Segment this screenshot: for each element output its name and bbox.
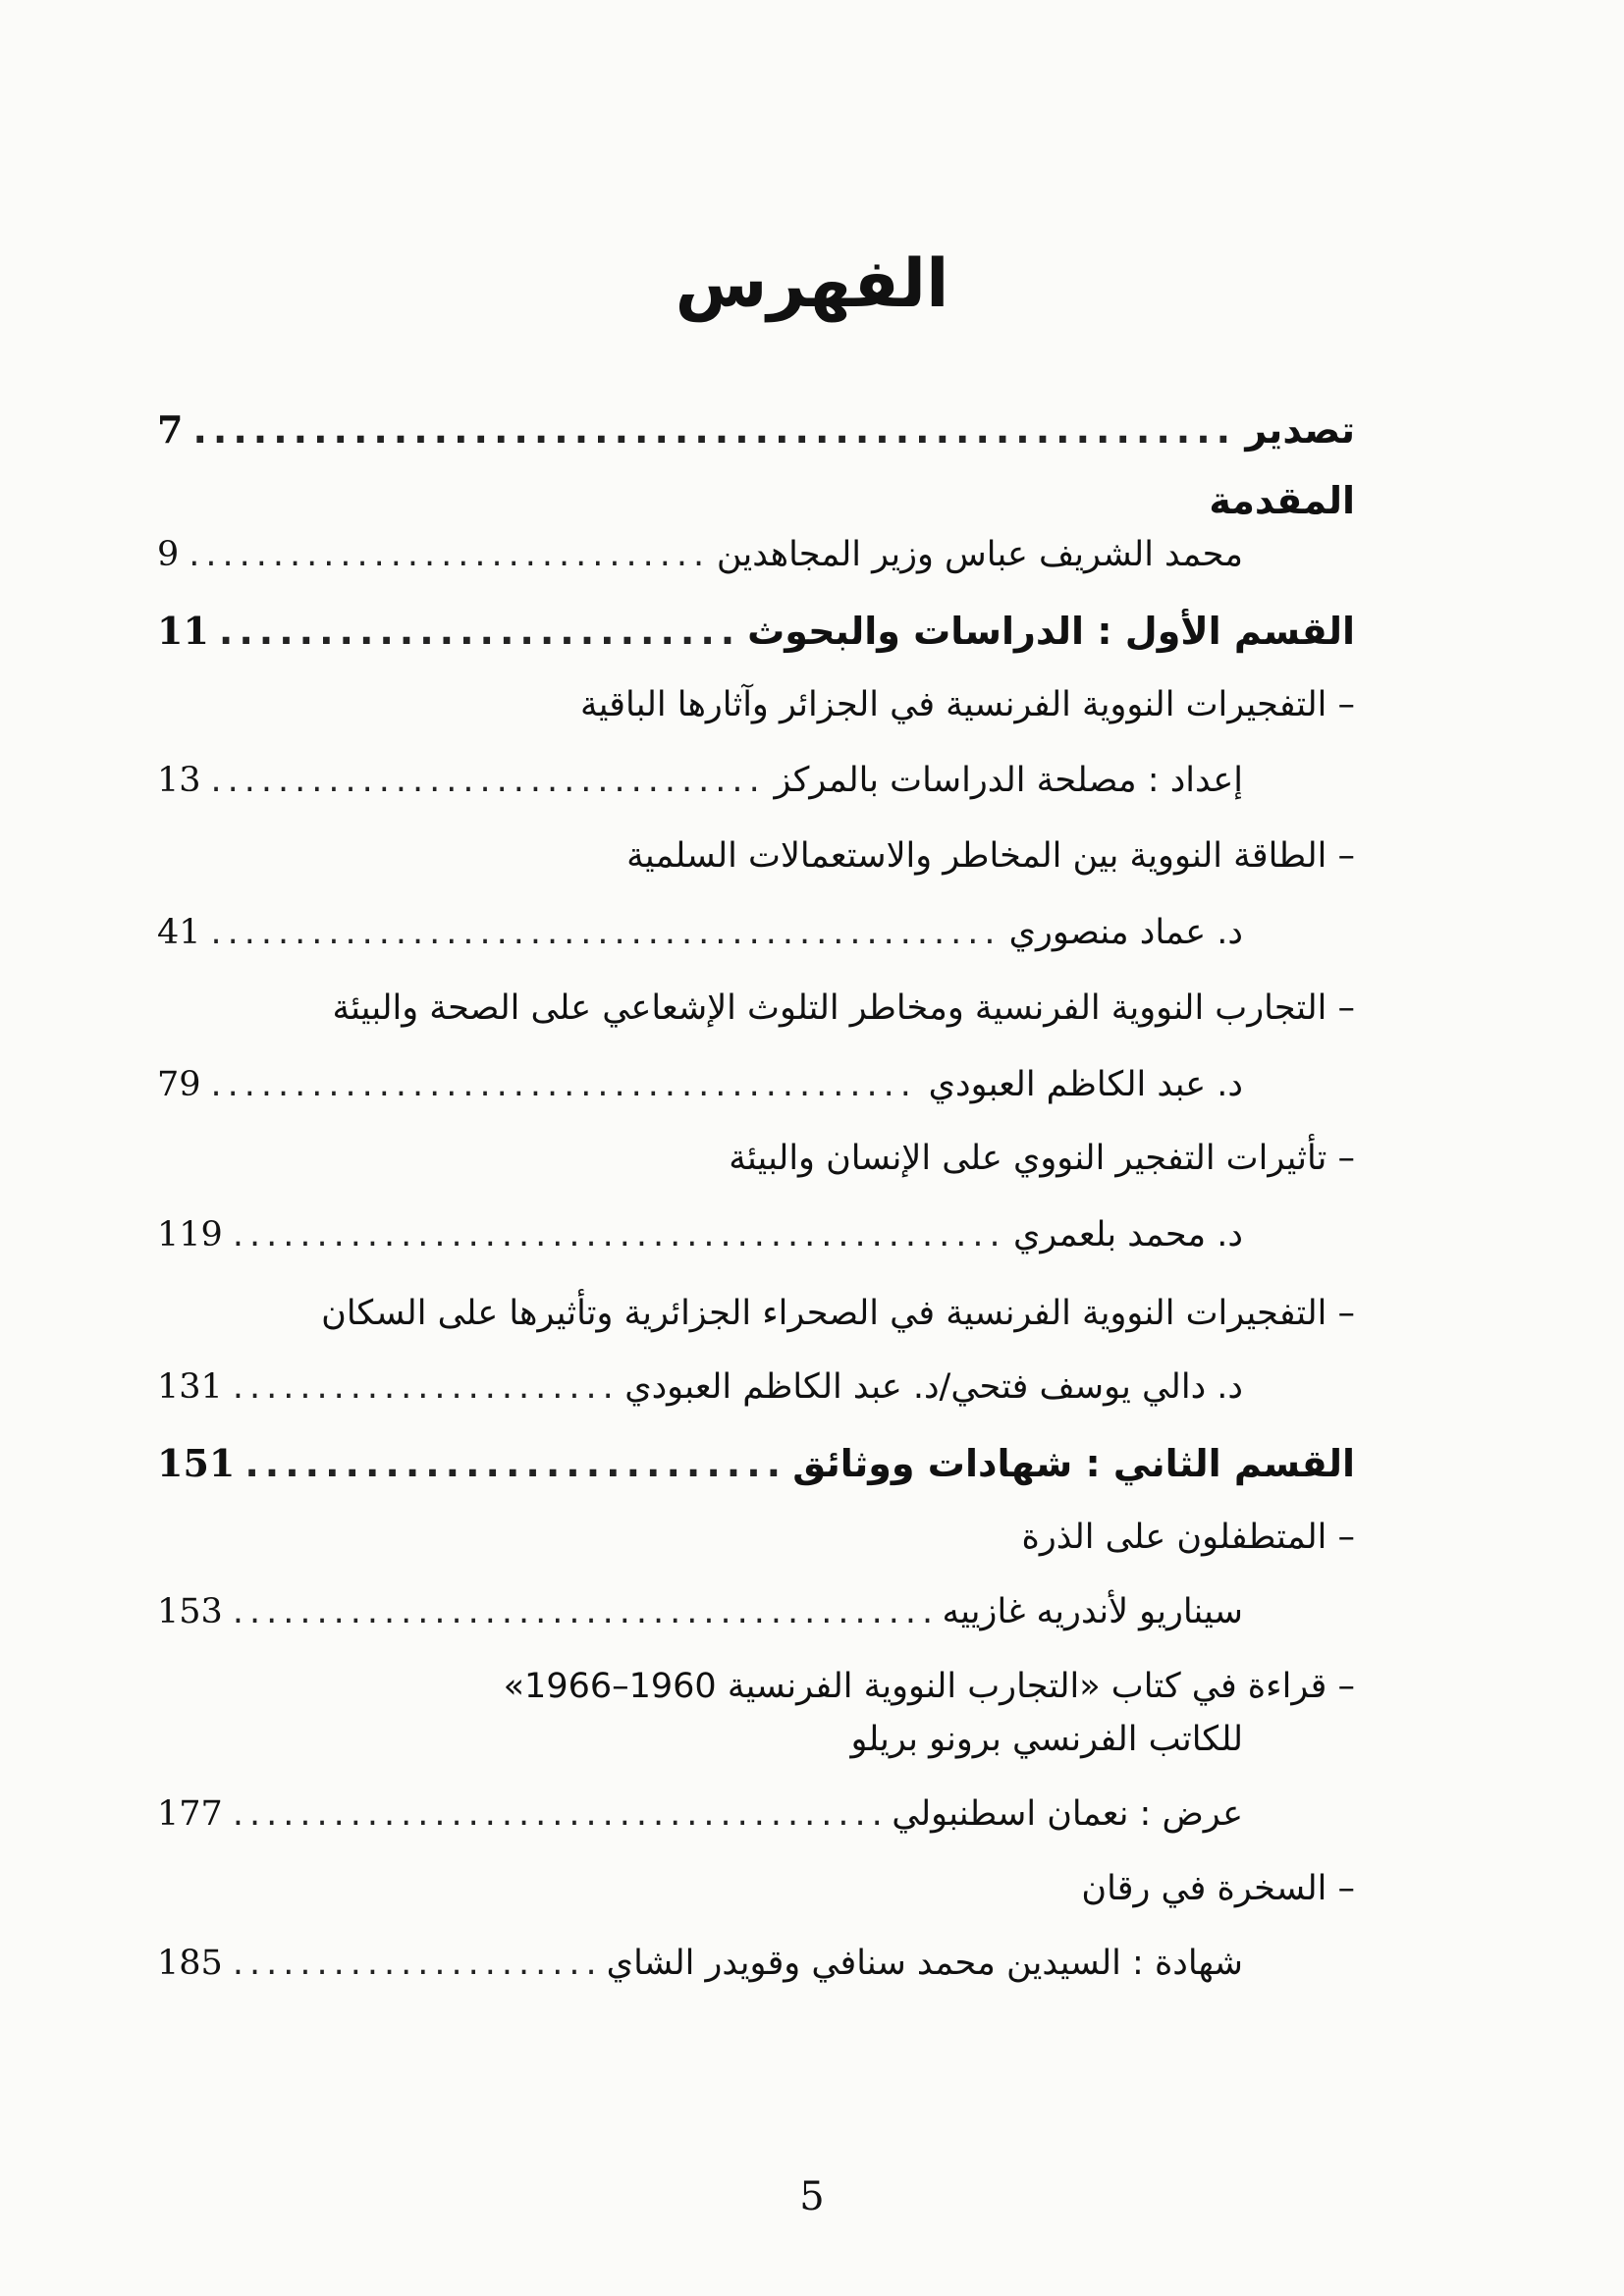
dot-leader	[233, 1944, 597, 1983]
toc-item-title: – المتطفلون على الذرة	[1021, 1518, 1355, 1557]
dot-leader	[192, 408, 1235, 452]
toc-section-part1	[157, 609, 1355, 653]
toc-page-ref: 185	[157, 1944, 223, 1983]
toc-page-ref: 11	[157, 609, 209, 653]
toc-author: سيناريو لأندريه غازييه	[942, 1592, 1243, 1631]
toc-page-ref: 13	[157, 761, 201, 800]
toc-author: شهادة : السيدين محمد سنافي وقويدر الشاي	[606, 1944, 1243, 1983]
toc-item-title: – السخرة في رقان	[1081, 1869, 1355, 1908]
toc-entry-preface	[157, 407, 1355, 452]
toc-page-ref: 153	[157, 1592, 223, 1631]
toc-entry-intro: المقدمة	[1209, 479, 1355, 522]
toc-page-ref: 119	[157, 1215, 223, 1255]
toc-author: د. دالي يوسف فتحي/د. عبد الكاظم العبودي	[624, 1367, 1243, 1407]
toc-item-title: – التجارب النووية الفرنسية ومخاطر التلوث الإشعاعي على الصحة والبيئة	[332, 988, 1355, 1028]
toc-page-ref: 7	[157, 407, 184, 452]
page-title: الفهرس	[675, 245, 949, 323]
toc-page-ref: 177	[157, 1794, 223, 1834]
toc-item-author-row	[157, 913, 1243, 952]
dot-leader	[219, 610, 737, 653]
toc-page-ref: 9	[157, 535, 180, 574]
toc-item-author-row	[157, 761, 1243, 800]
dot-leader	[211, 913, 1000, 952]
dot-leader	[233, 1592, 933, 1631]
toc-item-title: – التفجيرات النووية الفرنسية في الجزائر وآثارها الباقية	[579, 685, 1355, 724]
toc-entry-intro-author	[157, 535, 1243, 574]
toc-author: د. محمد بلعمري	[1012, 1215, 1243, 1255]
dot-leader	[211, 1065, 919, 1104]
toc-item-title-line2: للكاتب الفرنسي برونو بريلو	[850, 1720, 1243, 1759]
toc-item-title: – تأثيرات التفجير النووي على الإنسان والبيئة	[729, 1139, 1355, 1178]
toc-author: إعداد : مصلحة الدراسات بالمركز	[774, 761, 1243, 800]
toc-item-author-row	[157, 1794, 1243, 1834]
dot-leader	[233, 1367, 615, 1407]
toc-page-ref: 79	[157, 1065, 201, 1104]
toc-item-author-row	[157, 1367, 1243, 1407]
toc-item-title: – الطاقة النووية بين المخاطر والاستعمالات السلمية	[626, 836, 1355, 876]
toc-author: د. عماد منصوري	[1008, 913, 1243, 952]
toc-page-ref: 41	[157, 913, 201, 952]
toc-item-author-row	[157, 1215, 1243, 1255]
toc-item-author-row	[157, 1065, 1243, 1104]
toc-section-label: القسم الأول : الدراسات والبحوث	[747, 610, 1355, 653]
page-number: 5	[799, 2174, 825, 2219]
dot-leader	[233, 1215, 1003, 1255]
toc-section-part2	[157, 1441, 1355, 1485]
toc-page-ref: 131	[157, 1367, 223, 1407]
dot-leader	[244, 1442, 783, 1485]
dot-leader	[189, 535, 707, 574]
toc-item-author-row	[157, 1944, 1243, 1983]
toc-item-title: – قراءة في كتاب «التجارب النووية الفرنسية 1960–1966»	[503, 1667, 1355, 1706]
toc-entry-label: تصدير	[1245, 408, 1355, 452]
toc-author: د. عبد الكاظم العبودي	[928, 1065, 1243, 1104]
dot-leader	[211, 761, 765, 800]
toc-page-ref: 151	[157, 1441, 236, 1485]
toc-item-author-row	[157, 1592, 1243, 1631]
dot-leader	[233, 1794, 882, 1834]
toc-item-title: – التفجيرات النووية الفرنسية في الصحراء الجزائرية وتأثيرها على السكان	[321, 1294, 1355, 1333]
toc-section-label: القسم الثاني : شهادات ووثائق	[792, 1442, 1355, 1485]
toc-author: محمد الشريف عباس وزير المجاهدين	[716, 535, 1243, 574]
toc-author: عرض : نعمان اسطنبولي	[892, 1794, 1243, 1834]
